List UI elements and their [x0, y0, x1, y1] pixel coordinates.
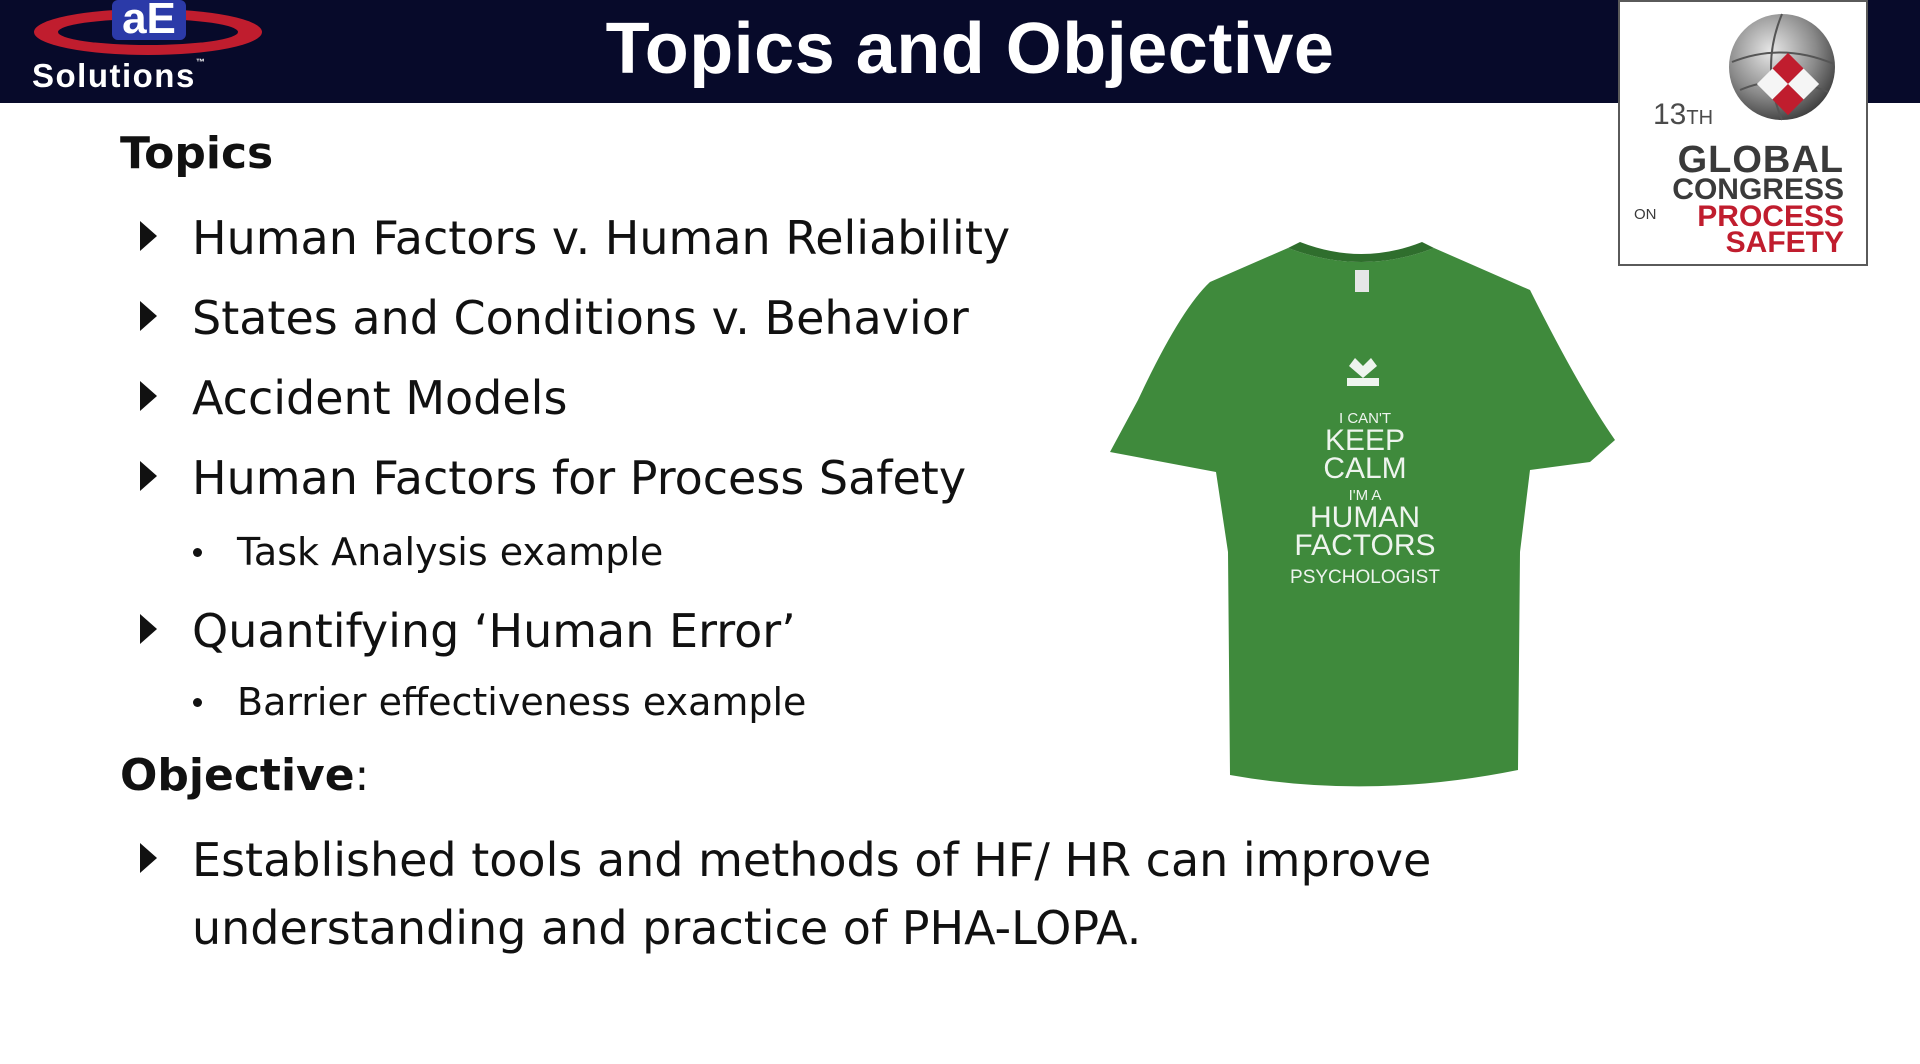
topic-label: Human Factors v. Human Reliability — [192, 211, 1011, 265]
tshirt-line-3: CALM — [1323, 452, 1407, 485]
badge-edition-number: 13 — [1653, 98, 1687, 131]
congress-badge — [1618, 0, 1868, 266]
badge-on: ON — [1634, 206, 1657, 223]
tshirt-label-tag — [1355, 270, 1369, 292]
objective-item — [140, 827, 1432, 887]
badge-edition — [1653, 98, 1713, 132]
topic-item — [140, 285, 969, 345]
triangle-bullet-icon — [140, 461, 157, 491]
tshirt-line-6: FACTORS — [1294, 529, 1436, 562]
objective-heading — [120, 750, 369, 801]
page-title: Topics and Objective — [605, 9, 1335, 89]
brand-word: Solutions — [32, 57, 196, 94]
topic-label: Accident Models — [192, 371, 568, 425]
tshirt-line-2: KEEP — [1324, 424, 1406, 457]
badge-edition-suffix: TH — [1686, 107, 1714, 129]
brand-mark: aE — [122, 0, 176, 43]
triangle-bullet-icon — [140, 221, 157, 251]
badge-congress: CONGRESS — [1672, 173, 1844, 206]
topic-item — [140, 365, 568, 425]
topic-sub-label: Barrier effectiveness example — [237, 680, 807, 724]
topic-label: States and Conditions v. Behavior — [192, 291, 969, 345]
objective-heading-text: Objective — [120, 750, 355, 801]
topic-sub-label: Task Analysis example — [237, 530, 664, 574]
badge-global: GLOBAL — [1677, 139, 1844, 181]
dot-bullet-icon — [193, 698, 202, 707]
triangle-bullet-icon — [140, 381, 157, 411]
tshirt-line-1: I CAN'T — [1338, 410, 1392, 427]
topic-label: Quantifying ‘Human Error’ — [192, 604, 796, 658]
topic-label: Human Factors for Process Safety — [192, 451, 967, 505]
objective-line-2: understanding and practice of PHA-LOPA. — [192, 901, 1142, 955]
triangle-bullet-icon — [140, 614, 157, 644]
triangle-bullet-icon — [140, 843, 157, 873]
objective-colon: : — [354, 750, 370, 801]
topic-item — [140, 598, 796, 658]
topics-heading: Topics — [120, 128, 274, 179]
topic-item — [140, 205, 1011, 265]
tshirt-caption — [1180, 368, 1550, 590]
badge-safety: SAFETY — [1725, 226, 1844, 259]
triangle-bullet-icon — [140, 301, 157, 331]
topic-item — [140, 445, 967, 505]
brand-tm: ™ — [195, 57, 205, 67]
dot-bullet-icon — [193, 548, 202, 557]
badge-process: PROCESS — [1697, 200, 1844, 233]
tshirt-line-5: HUMAN — [1310, 501, 1420, 534]
tshirt-line-7: PSYCHOLOGIST — [1290, 567, 1440, 588]
tshirt-line-4: I'M A — [1348, 487, 1382, 504]
objective-line-1: Established tools and methods of HF/ HR can improve — [192, 833, 1432, 887]
